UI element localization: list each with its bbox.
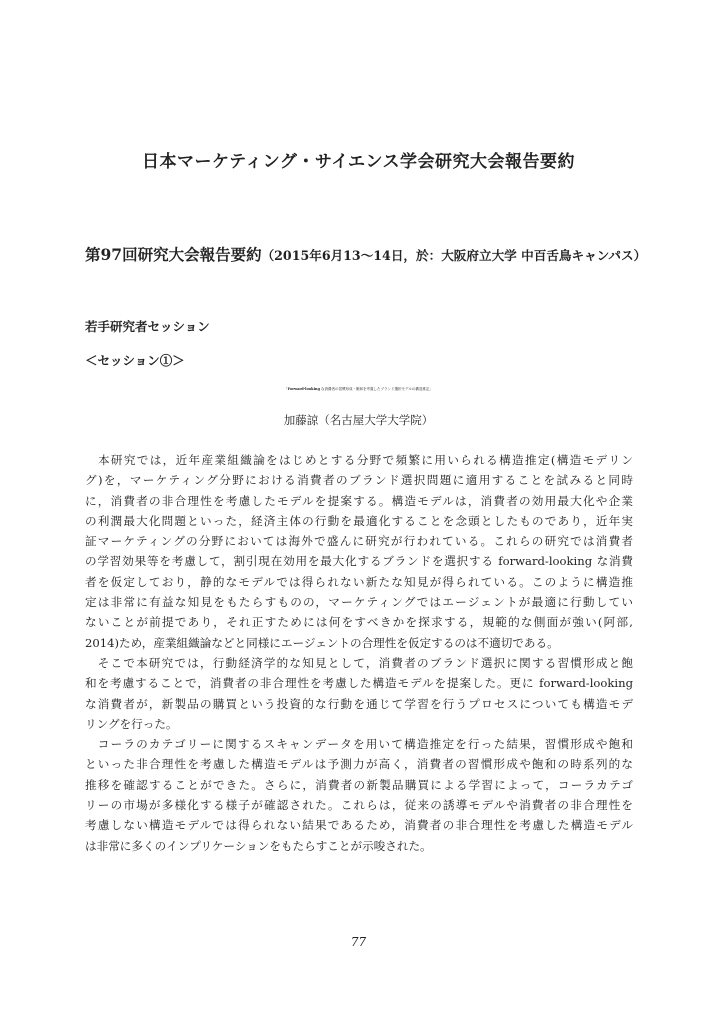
abstract-body (85, 450, 633, 856)
session-label: ＜セッション①＞ (85, 353, 185, 368)
paper-title (0, 380, 717, 398)
abstract-line: 推移を確認することができた。さらに，消費者の新製品購買による学習によって，コーラカテゴ (85, 777, 633, 792)
abstract-line: グ)を，マーケティング分野における消費者のブランド選択問題に適用することを試みると同時 (85, 473, 633, 488)
paper-author: 加藤諒（名古屋大学大学院） (283, 413, 434, 427)
abstract-line: リングを行った。 (85, 716, 178, 731)
abstract-line: そこで本研究では，行動経済学的な知見として，消費者のブランド選択に関する習慣形成と飽 (85, 655, 633, 670)
abstract-line: 証マーケティングの分野においては海外で盛んに研究が行われている。これらの研究では消費者 (85, 534, 633, 549)
abstract-line: 者を仮定しており，静的なモデルでは得られない新たな知見が得られている。このように構造推 (85, 574, 633, 589)
abstract-line: リーの市場が多様化する様子が確認された。これらは，従来の誘導モデルや消費者の非合理性を (85, 798, 633, 813)
abstract-line: といった非合理性を考慮した構造モデルは予測力が高く，消費者の習慣形成や飽和の時系列的な (85, 757, 633, 772)
abstract-line: 2014)ため，産業組織論などと同様にエージェントの合理性を仮定するのは不適切である。 (85, 635, 559, 650)
abstract-line: 本研究では，近年産業組織論をはじめとする分野で頻繁に用いられる構造推定(構造モデリン (85, 453, 633, 467)
page-number: 77 (350, 935, 367, 949)
abstract-line: 考慮しない構造モデルでは得られない結果であるため，消費者の非合理性を考慮した構造モデル (85, 818, 633, 833)
abstract-line: な消費者が，新製品の購買という投資的な行動を通じて学習を行うプロセスについても構造モデ (85, 696, 633, 711)
paper-title-open: 「 (284, 387, 288, 391)
meeting-detail: （2015年6月13〜14日，於：大阪府立大学 中百舌鳥キャンパス） (261, 248, 647, 263)
session-heading: 若手研究者セッション (85, 319, 210, 334)
journal-title: 日本マーケティング・サイエンス学会研究大会報告要約 (141, 152, 576, 172)
meeting-name: 第97回研究大会報告要約 (85, 245, 262, 264)
abstract-line: に，消費者の非合理性を考慮したモデルを提案する。構造モデルは，消費者の効用最大化や企業 (85, 493, 633, 508)
abstract-line: コーラのカテゴリーに関するスキャンデータを用いて構造推定を行った結果，習慣形成や飽和 (85, 737, 633, 752)
meeting-title (85, 244, 646, 267)
abstract-line: の利潤最大化問題といった，経済主体の行動を最適化することを念頭としたものであり，近年実 (85, 513, 633, 528)
abstract-line: 定は非常に有益な知見をもたらすものの，マーケティングではエージェントが最適に行動してい (85, 595, 633, 610)
abstract-line: は非常に多くのインプリケーションをもたらすことが示唆された。 (85, 838, 432, 853)
abstract-line: ないことが前提であり，それ正すためには何をすべきかを探求する，規範的な側面が強い(阿部, (85, 615, 633, 630)
paper-title-bold: Forward-looking (287, 387, 320, 391)
paper-title-rest: な消費者の習慣形成・飽和を考慮したブランド選択モデルの構造推定」 (319, 387, 433, 391)
abstract-line: 和を考慮することで，消費者の非合理性を考慮した構造モデルを提案した。更に forward-looking (85, 676, 633, 691)
abstract-line: の学習効果等を考慮して，割引現在効用を最大化するブランドを選択する forward-looking な消費 (85, 554, 633, 569)
